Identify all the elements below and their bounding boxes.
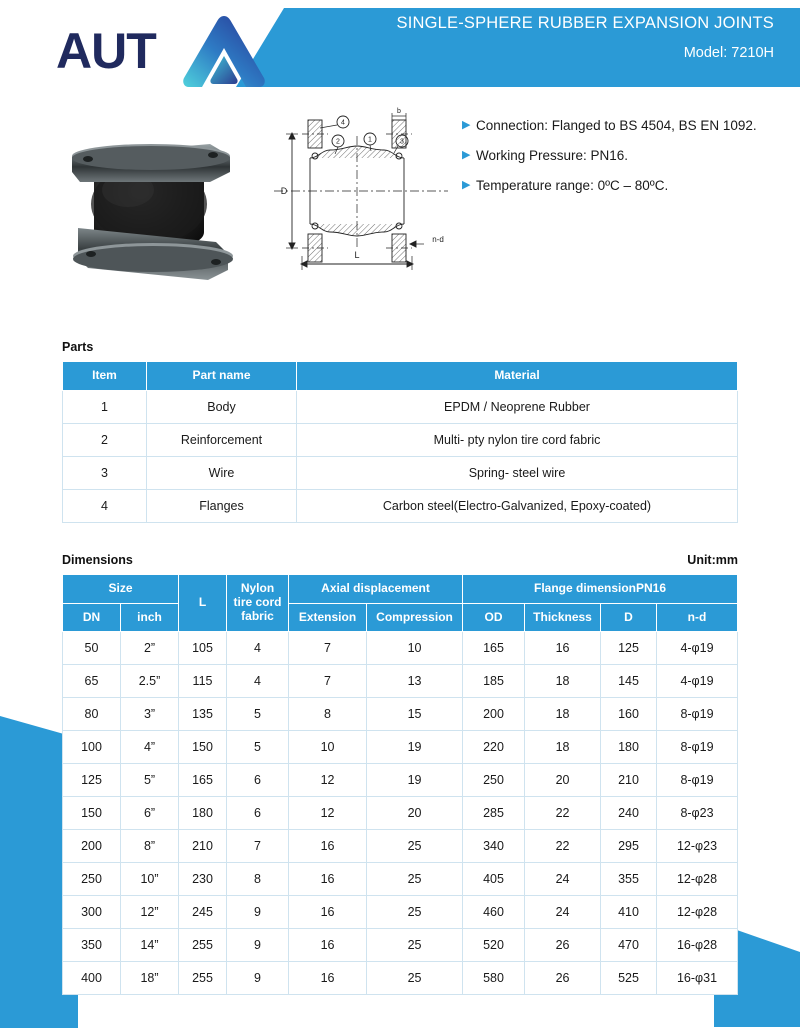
table-cell: 8” — [121, 830, 179, 863]
table-cell: Multi- pty nylon tire cord fabric — [297, 423, 738, 456]
table-cell: 1 — [63, 390, 147, 423]
dimensions-unit: Unit:mm — [687, 552, 738, 567]
table-cell: 295 — [601, 830, 657, 863]
table-cell: 24 — [525, 896, 601, 929]
table-cell: 105 — [179, 632, 227, 665]
table-cell: 285 — [463, 797, 525, 830]
dims-col-extension: Extension — [289, 603, 367, 632]
dims-col-d: D — [601, 603, 657, 632]
bullet-triangle-icon: ▶ — [462, 119, 471, 131]
dims-col-od: OD — [463, 603, 525, 632]
table-cell: 13 — [367, 665, 463, 698]
table-cell: 8-φ19 — [657, 764, 738, 797]
product-overview-strip — [0, 96, 800, 326]
table-cell: 520 — [463, 929, 525, 962]
table-cell: 150 — [179, 731, 227, 764]
table-cell: 300 — [63, 896, 121, 929]
table-cell: 26 — [525, 962, 601, 995]
table-cell: 5 — [227, 731, 289, 764]
table-cell: 12-φ28 — [657, 863, 738, 896]
aut-triangle-logo-icon — [176, 10, 272, 90]
dims-group-size: Size — [63, 574, 179, 603]
table-cell: EPDM / Neoprene Rubber — [297, 390, 738, 423]
table-row — [63, 456, 738, 489]
table-cell: 50 — [63, 632, 121, 665]
table-cell: 240 — [601, 797, 657, 830]
table-cell: 580 — [463, 962, 525, 995]
parts-section — [62, 340, 738, 523]
table-cell: 16-φ31 — [657, 962, 738, 995]
table-cell: 410 — [601, 896, 657, 929]
table-cell: 4 — [63, 489, 147, 522]
table-cell: 245 — [179, 896, 227, 929]
table-cell: 16 — [525, 632, 601, 665]
table-cell: 3” — [121, 698, 179, 731]
table-cell: 12 — [289, 764, 367, 797]
table-cell: 18 — [525, 698, 601, 731]
table-cell: 20 — [367, 797, 463, 830]
table-cell: 22 — [525, 797, 601, 830]
table-row — [63, 929, 738, 962]
drawing-dim-nd: n-d — [432, 235, 444, 244]
table-cell: 16 — [289, 962, 367, 995]
dims-col-nd: n-d — [657, 603, 738, 632]
spec-item-connection: ▶ Connection: Flanged to BS 4504, BS EN 1092. — [462, 118, 757, 133]
table-cell: Body — [147, 390, 297, 423]
table-cell: 12-φ23 — [657, 830, 738, 863]
table-row — [63, 830, 738, 863]
parts-col-material: Material — [297, 362, 738, 391]
table-cell: 4-φ19 — [657, 632, 738, 665]
dims-group-axial: Axial displacement — [289, 574, 463, 603]
table-row — [63, 390, 738, 423]
table-cell: 16 — [289, 830, 367, 863]
parts-heading-row — [62, 340, 738, 354]
bullet-triangle-icon: ▶ — [462, 179, 471, 191]
table-cell: 8-φ19 — [657, 731, 738, 764]
table-cell: 220 — [463, 731, 525, 764]
technical-drawing — [272, 106, 450, 276]
table-cell: 210 — [601, 764, 657, 797]
drawing-callout-3: 3 — [400, 138, 404, 146]
dimensions-heading: Dimensions — [62, 552, 133, 567]
dimensions-heading-row — [62, 553, 738, 567]
table-cell: 14” — [121, 929, 179, 962]
specification-list — [462, 116, 792, 206]
table-cell: 8 — [289, 698, 367, 731]
table-cell: 25 — [367, 962, 463, 995]
table-cell: 12” — [121, 896, 179, 929]
table-cell: 8 — [227, 863, 289, 896]
table-cell: 18 — [525, 731, 601, 764]
parts-header-row — [63, 362, 738, 391]
table-cell: 12 — [289, 797, 367, 830]
bullet-triangle-icon: ▶ — [462, 149, 471, 161]
table-cell: 8-φ19 — [657, 698, 738, 731]
table-cell: 150 — [63, 797, 121, 830]
table-cell: 355 — [601, 863, 657, 896]
drawing-dim-L: L — [354, 250, 360, 260]
table-cell: 25 — [367, 896, 463, 929]
table-cell: 16 — [289, 896, 367, 929]
page-header — [0, 0, 800, 96]
table-cell: Reinforcement — [147, 423, 297, 456]
table-cell: 9 — [227, 962, 289, 995]
table-cell: 200 — [463, 698, 525, 731]
table-cell: 350 — [63, 929, 121, 962]
table-row — [63, 896, 738, 929]
table-cell: 22 — [525, 830, 601, 863]
parts-heading: Parts — [62, 340, 94, 354]
dimensions-header-sub-row — [63, 603, 738, 632]
parts-col-item: Item — [63, 362, 147, 391]
table-cell: 160 — [601, 698, 657, 731]
table-cell: 100 — [63, 731, 121, 764]
table-cell: 210 — [179, 830, 227, 863]
dims-group-l: L — [179, 574, 227, 632]
table-cell: 25 — [367, 863, 463, 896]
table-cell: 19 — [367, 731, 463, 764]
table-cell: 2.5” — [121, 665, 179, 698]
drawing-callout-2: 2 — [336, 138, 340, 146]
spec-item-temperature: ▶ Temperature range: 0ºC – 80ºC. — [462, 178, 669, 193]
dims-group-nylon: Nylon tire cord fabric — [227, 574, 289, 632]
table-cell: 6 — [227, 764, 289, 797]
table-cell: 125 — [63, 764, 121, 797]
table-cell: 24 — [525, 863, 601, 896]
table-cell: 80 — [63, 698, 121, 731]
table-cell: Spring- steel wire — [297, 456, 738, 489]
table-cell: 340 — [463, 830, 525, 863]
table-cell: 10” — [121, 863, 179, 896]
dimensions-header-group-row — [63, 574, 738, 603]
table-cell: 10 — [289, 731, 367, 764]
drawing-callout-1: 1 — [368, 136, 372, 144]
table-cell: 20 — [525, 764, 601, 797]
table-cell: 7 — [289, 632, 367, 665]
table-cell: Wire — [147, 456, 297, 489]
table-row — [63, 764, 738, 797]
table-row — [63, 731, 738, 764]
table-cell: 145 — [601, 665, 657, 698]
table-cell: 125 — [601, 632, 657, 665]
parts-table-body — [63, 390, 738, 522]
dimensions-section — [62, 553, 738, 996]
table-row — [63, 698, 738, 731]
table-cell: 2 — [63, 423, 147, 456]
table-cell: 400 — [63, 962, 121, 995]
table-cell: 165 — [179, 764, 227, 797]
table-cell: 19 — [367, 764, 463, 797]
table-cell: 460 — [463, 896, 525, 929]
drawing-callout-4: 4 — [341, 119, 345, 127]
table-row — [63, 632, 738, 665]
table-cell: 3 — [63, 456, 147, 489]
table-cell: 12-φ28 — [657, 896, 738, 929]
table-cell: 7 — [227, 830, 289, 863]
table-cell: 180 — [601, 731, 657, 764]
dimensions-table — [62, 574, 738, 996]
table-row — [63, 797, 738, 830]
table-cell: 6” — [121, 797, 179, 830]
table-row — [63, 665, 738, 698]
parts-table — [62, 361, 738, 523]
table-cell: 250 — [63, 863, 121, 896]
table-cell: 4-φ19 — [657, 665, 738, 698]
table-cell: 135 — [179, 698, 227, 731]
table-cell: 18 — [525, 665, 601, 698]
table-row — [63, 962, 738, 995]
table-cell: 230 — [179, 863, 227, 896]
dims-col-thickness: Thickness — [525, 603, 601, 632]
table-cell: 255 — [179, 929, 227, 962]
table-cell: 185 — [463, 665, 525, 698]
drawing-dim-b: b — [397, 108, 401, 115]
table-cell: Carbon steel(Electro-Galvanized, Epoxy-coated) — [297, 489, 738, 522]
table-cell: 200 — [63, 830, 121, 863]
table-cell: 250 — [463, 764, 525, 797]
table-cell: 16 — [289, 863, 367, 896]
table-cell: 9 — [227, 896, 289, 929]
table-cell: 115 — [179, 665, 227, 698]
dims-col-compression: Compression — [367, 603, 463, 632]
table-cell: 470 — [601, 929, 657, 962]
table-cell: 525 — [601, 962, 657, 995]
table-row — [63, 863, 738, 896]
dims-col-dn: DN — [63, 603, 121, 632]
table-cell: 4 — [227, 665, 289, 698]
table-cell: 25 — [367, 929, 463, 962]
table-cell: 165 — [463, 632, 525, 665]
table-cell: 4 — [227, 632, 289, 665]
table-cell: 8-φ23 — [657, 797, 738, 830]
table-cell: 10 — [367, 632, 463, 665]
table-cell: 7 — [289, 665, 367, 698]
table-cell: 6 — [227, 797, 289, 830]
table-cell: 9 — [227, 929, 289, 962]
dimensions-table-body — [63, 632, 738, 995]
drawing-dim-D: D — [280, 186, 288, 196]
table-cell: 18” — [121, 962, 179, 995]
table-cell: 25 — [367, 830, 463, 863]
product-model: Model: 7210H — [683, 45, 774, 61]
table-cell: 16 — [289, 929, 367, 962]
table-cell: 26 — [525, 929, 601, 962]
table-row — [63, 423, 738, 456]
brand-logo-text: AUT — [56, 23, 156, 79]
parts-col-partname: Part name — [147, 362, 297, 391]
dims-col-inch: inch — [121, 603, 179, 632]
table-cell: 15 — [367, 698, 463, 731]
product-title: SINGLE-SPHERE RUBBER EXPANSION JOINTS — [396, 14, 774, 32]
table-cell: 180 — [179, 797, 227, 830]
table-cell: 2” — [121, 632, 179, 665]
table-cell: 5” — [121, 764, 179, 797]
dims-group-flange: Flange dimensionPN16 — [463, 574, 738, 603]
table-row — [63, 489, 738, 522]
table-cell: Flanges — [147, 489, 297, 522]
table-cell: 255 — [179, 962, 227, 995]
table-cell: 5 — [227, 698, 289, 731]
table-cell: 65 — [63, 665, 121, 698]
table-cell: 4” — [121, 731, 179, 764]
table-cell: 16-φ28 — [657, 929, 738, 962]
product-photo — [58, 112, 256, 292]
spec-item-pressure: ▶ Working Pressure: PN16. — [462, 148, 629, 163]
table-cell: 405 — [463, 863, 525, 896]
